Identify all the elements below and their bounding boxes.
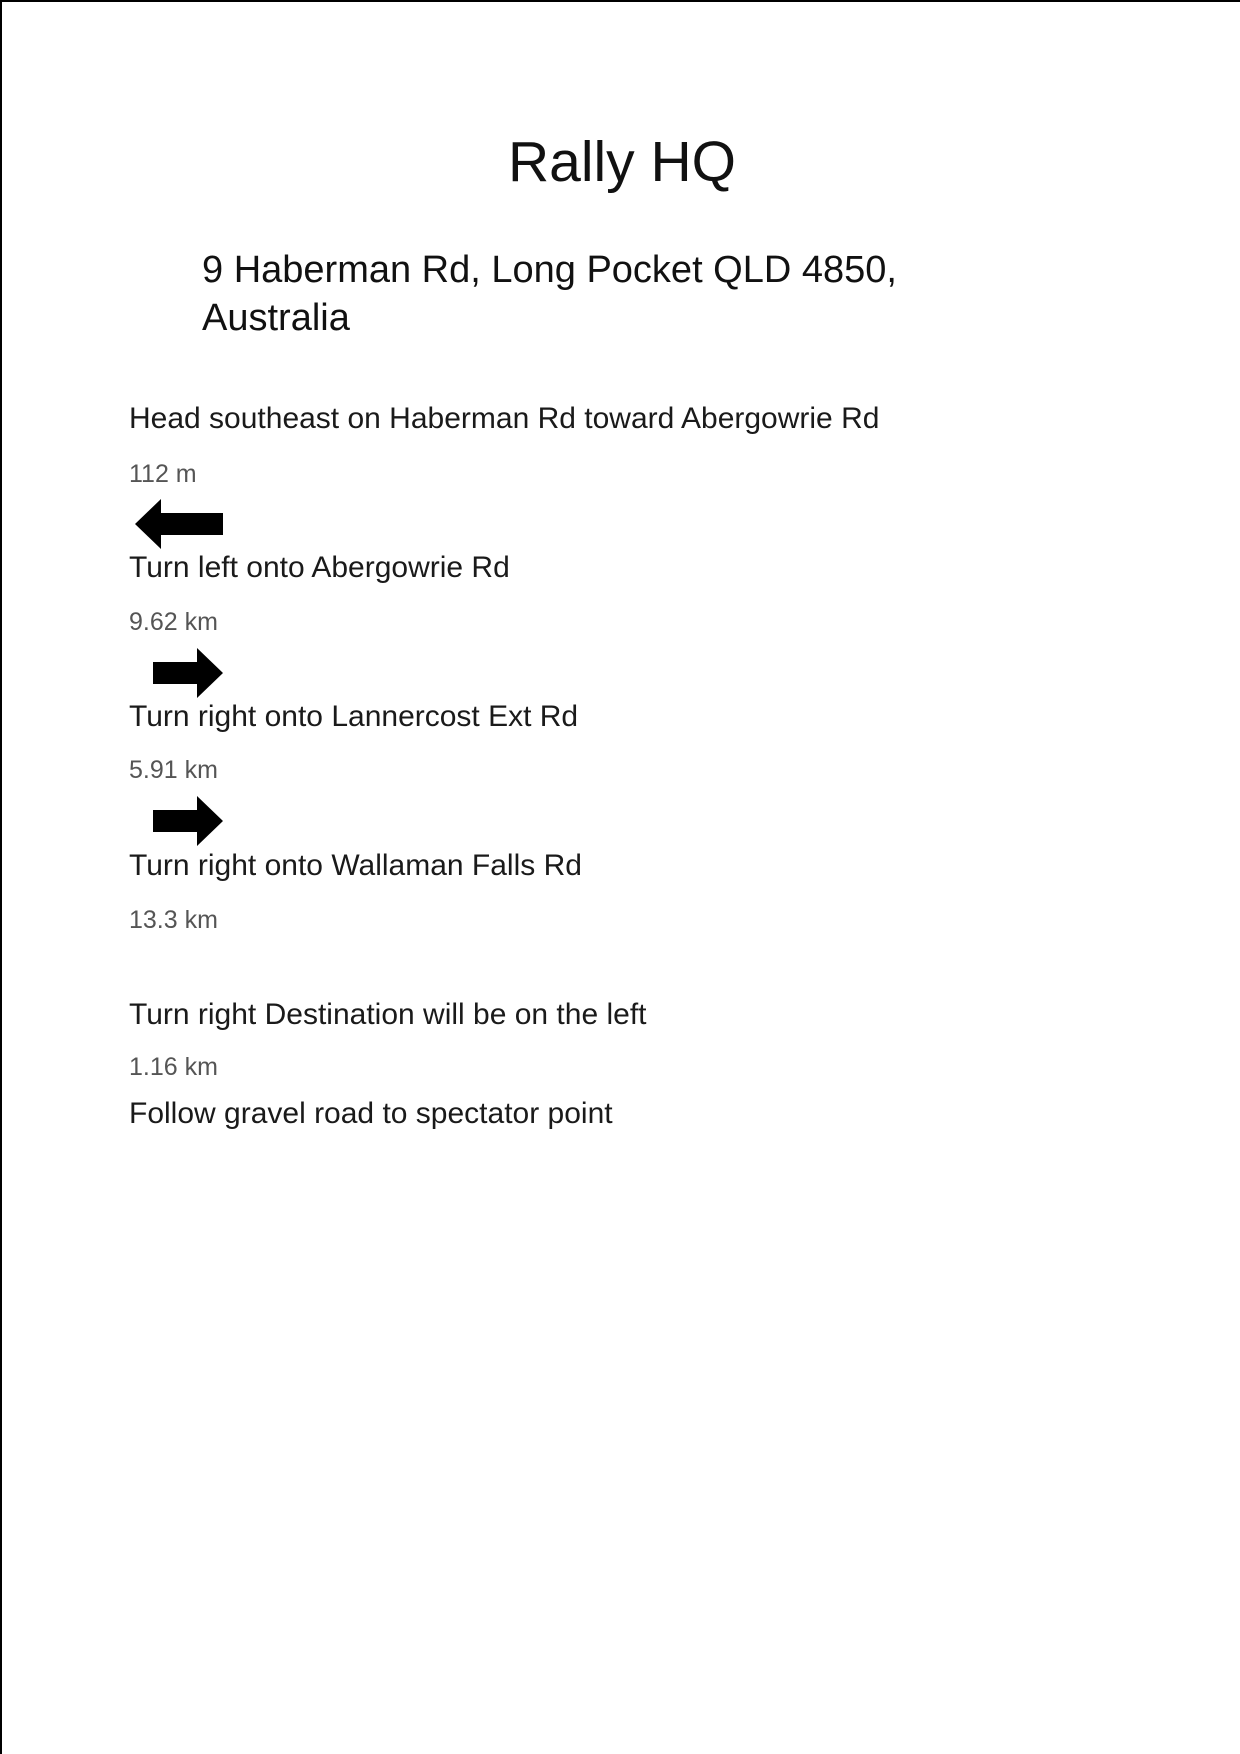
step-instruction: Head southeast on Haberman Rd toward Abergowrie Rd (129, 402, 880, 435)
step-instruction: Turn left onto Abergowrie Rd (129, 551, 510, 584)
step-instruction: Turn right Destination will be on the left (129, 998, 647, 1031)
step-distance: 5.91 km (129, 756, 218, 784)
step-distance: 9.62 km (129, 608, 218, 636)
page-title: Rally HQ (507, 130, 737, 194)
step-instruction: Turn right onto Wallaman Falls Rd (129, 849, 582, 882)
address: 9 Haberman Rd, Long Pocket QLD 4850, Australia (202, 249, 897, 339)
step-distance: 1.16 km (129, 1053, 218, 1081)
step-distance: 13.3 km (129, 906, 218, 934)
arrow-right-icon (153, 648, 235, 698)
step-instruction: Turn right onto Lannercost Ext Rd (129, 700, 579, 733)
arrow-left-icon (135, 499, 217, 549)
arrow-right-icon (153, 796, 235, 846)
final-note: Follow gravel road to spectator point (129, 1097, 613, 1130)
step-distance: 112 m (129, 460, 197, 488)
